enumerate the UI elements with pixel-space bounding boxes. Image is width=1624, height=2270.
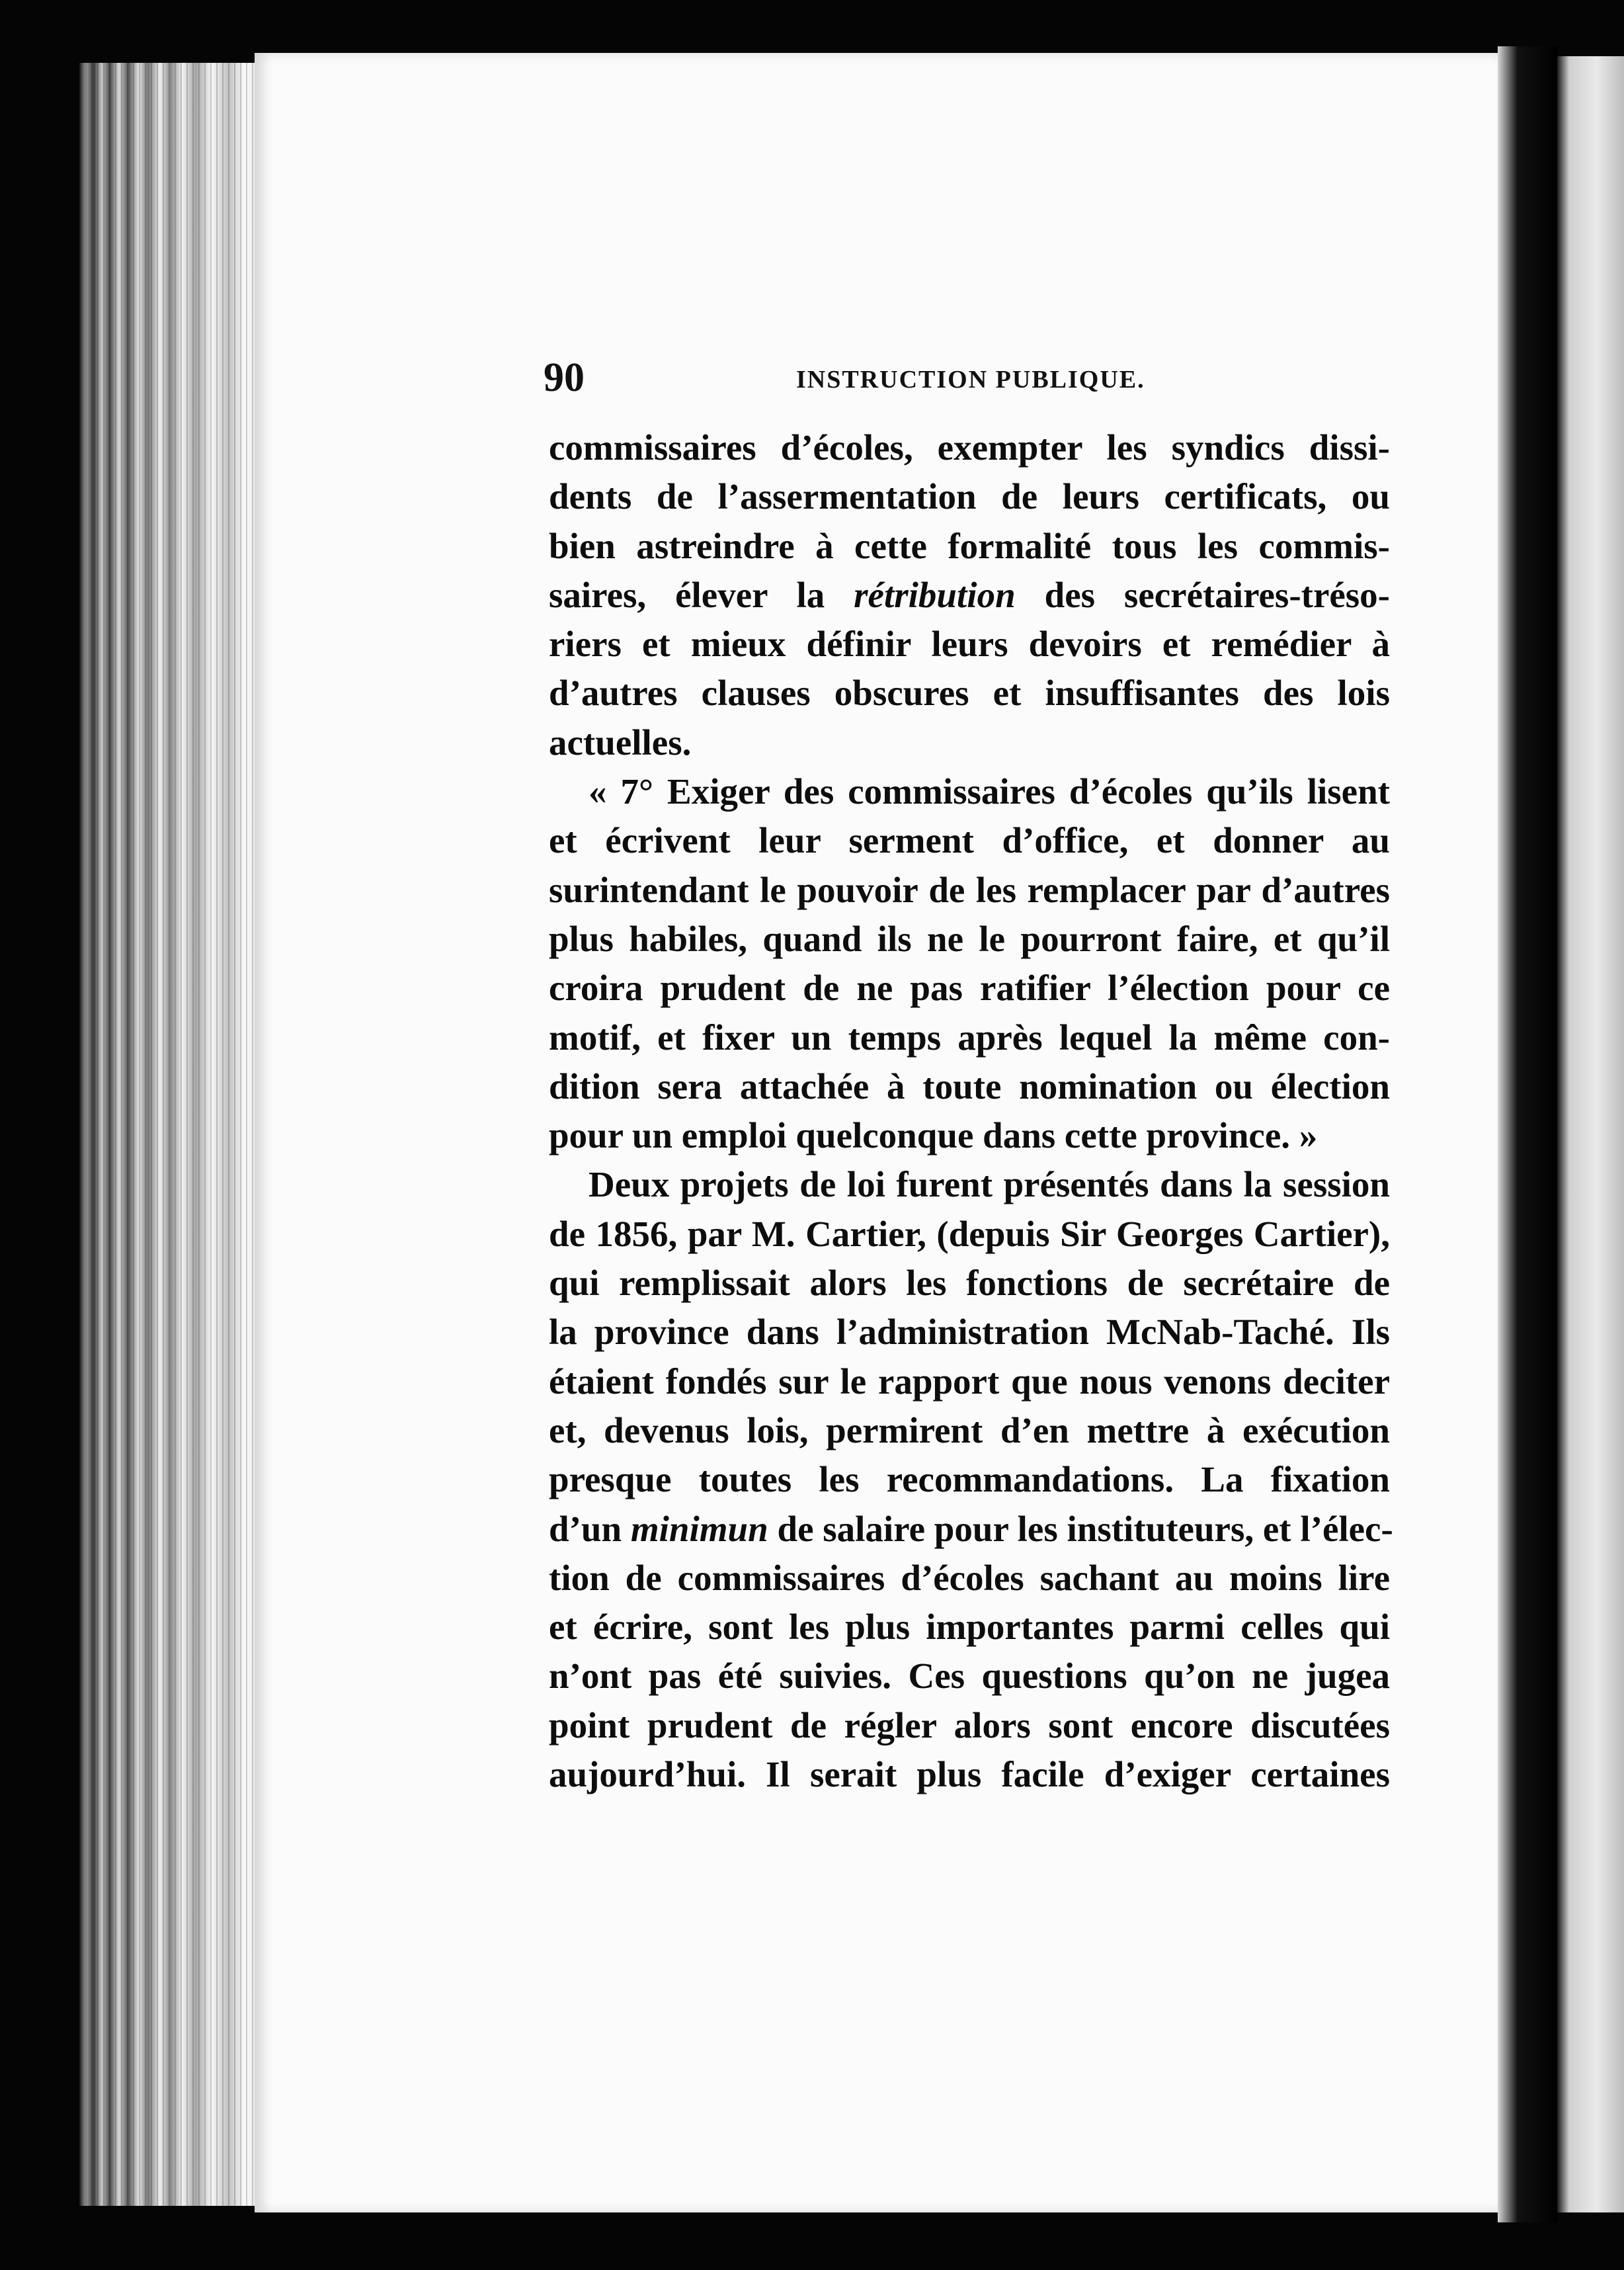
adjacent-page-edge xyxy=(1557,56,1624,2212)
text-line: « 7° Exiger des commissaires d’écoles qu’ils lisent xyxy=(589,771,1390,812)
text-line: d’autres clauses obscures et insuffisantes des lois xyxy=(549,673,1390,714)
text-line: croira prudent de ne pas ratifier l’élection pour ce xyxy=(549,968,1390,1009)
page-edges xyxy=(79,63,258,2206)
italic-word: minimun xyxy=(630,1508,768,1549)
text-line: surintendant le pouvoir de les remplacer par d’autres xyxy=(549,869,1390,910)
text-line: dition sera attachée à toute nomination ou élection xyxy=(549,1066,1390,1107)
text-line: qui remplissait alors les fonctions de secrétaire de xyxy=(549,1263,1390,1304)
running-head xyxy=(544,351,1397,410)
body-text xyxy=(549,423,1393,1799)
text-line: point prudent de régler alors sont encore discutées xyxy=(549,1704,1390,1745)
italic-word: rétribution xyxy=(854,574,1016,615)
running-head-title: INSTRUCTION PUBLIQUE. xyxy=(796,366,1145,394)
text-run: des secrétaires-tréso- xyxy=(1015,574,1390,615)
text-line: la province dans l’administration McNab-Taché. Ils xyxy=(549,1312,1390,1353)
text-line xyxy=(549,571,1390,620)
book-gutter xyxy=(1498,46,1557,2222)
text-line: et écrire, sont les plus importantes parmi celles qui xyxy=(549,1607,1390,1648)
text-line: dents de l’assermentation de leurs certificats, ou xyxy=(549,476,1390,517)
text-line: motif, et fixer un temps après lequel la même con- xyxy=(549,1017,1390,1058)
text-line: Deux projets de loi furent présentés dans la session xyxy=(589,1164,1390,1205)
text-line: riers et mieux définir leurs devoirs et remédier à xyxy=(549,624,1390,665)
text-line xyxy=(549,1505,1393,1554)
text-line: bien astreindre à cette formalité tous les commis- xyxy=(549,525,1390,566)
text-line: de 1856, par M. Cartier, (depuis Sir Georges Cartier), xyxy=(549,1213,1390,1254)
text-line: étaient fondés sur le rapport que nous venons deciter xyxy=(549,1361,1390,1402)
text-line: tion de commissaires d’écoles sachant au moins lire xyxy=(549,1557,1390,1598)
text-line: aujourd’hui. Il serait plus facile d’exiger certaines xyxy=(549,1754,1390,1795)
text-line: plus habiles, quand ils ne le pourront faire, et qu’il xyxy=(549,918,1390,959)
text-line: pour un emploi quelconque dans cette province. » xyxy=(549,1115,1318,1156)
text-line: commissaires d’écoles, exempter les syndics dissi- xyxy=(549,427,1390,468)
page-number: 90 xyxy=(544,355,585,400)
text-line: presque toutes les recommandations. La fixation xyxy=(549,1459,1390,1500)
text-line: actuelles. xyxy=(549,722,692,763)
text-line: n’ont pas été suivies. Ces questions qu’on ne jugea xyxy=(549,1656,1390,1697)
text-run: saires, élever la xyxy=(549,574,854,615)
text-run: de salaire pour les instituteurs, et l’élec- xyxy=(768,1508,1393,1549)
text-run: d’un xyxy=(549,1508,631,1549)
text-line: et, devenus lois, permirent d’en mettre à exécution xyxy=(549,1409,1390,1450)
text-line: et écrivent leur serment d’office, et donner au xyxy=(549,820,1390,861)
